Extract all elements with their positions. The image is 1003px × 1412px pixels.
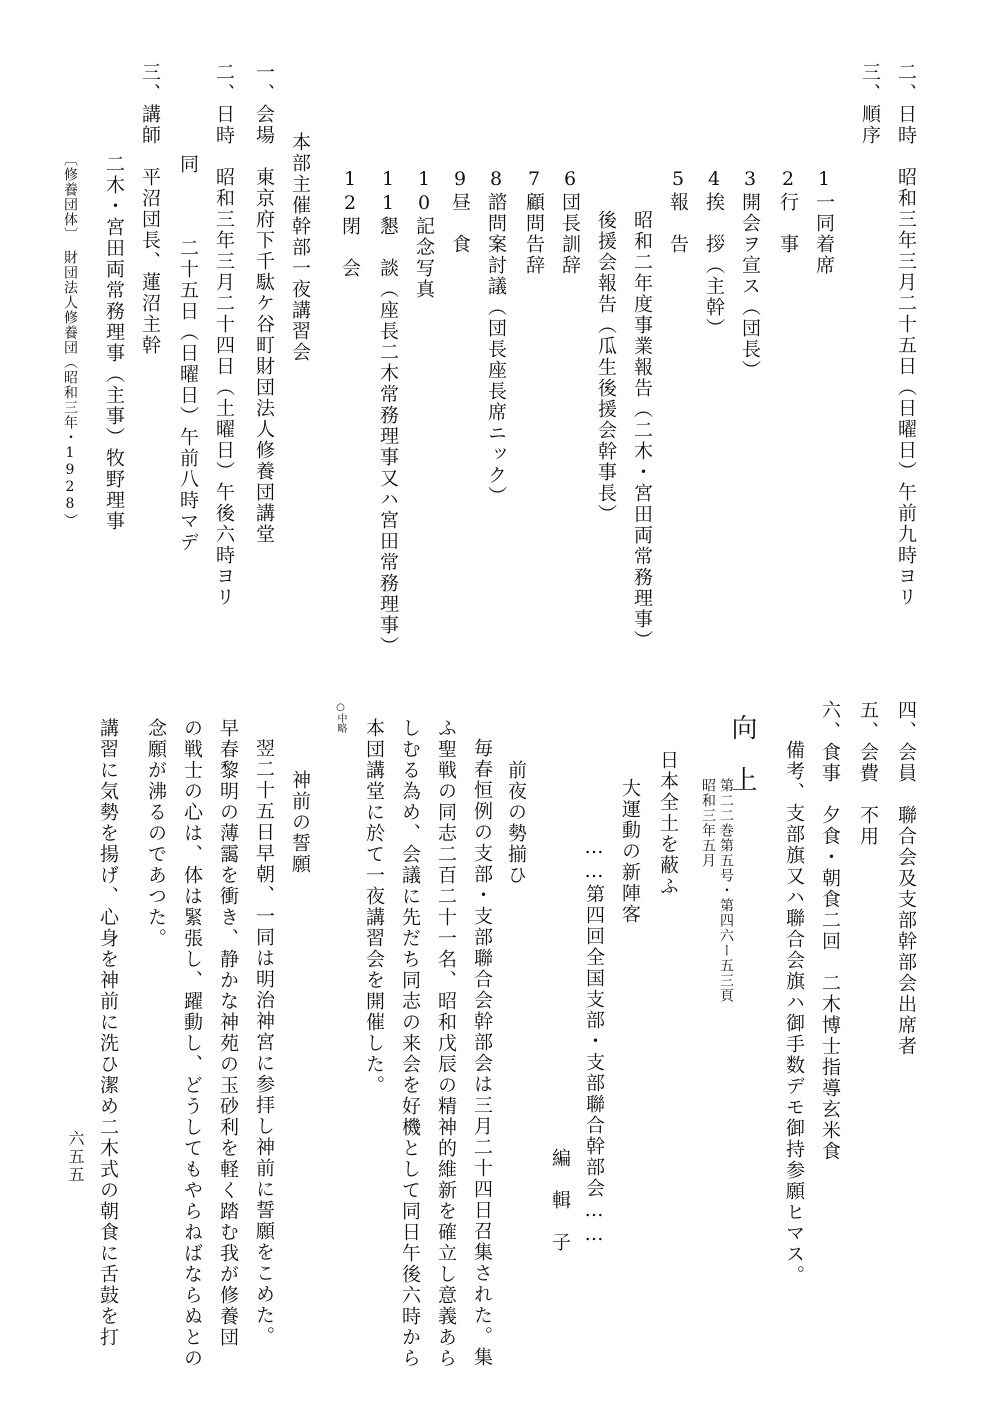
body-line-4: 本団講堂に於て一夜講習会を開催した。: [363, 718, 385, 1096]
program-item-10: 10記念写真: [413, 168, 435, 300]
datetime-line: 二、日時 昭和三年三月二十四日（土曜日）午後六時ヨリ: [213, 62, 235, 608]
page-number: 六五五: [66, 1130, 85, 1184]
members-line: 四、会員 聯合会及支部幹部会出席者: [895, 700, 917, 1057]
schedule-order-heading: 三、順序: [859, 62, 881, 146]
fee-line: 五、会費 不用: [857, 700, 879, 847]
source-citation: 〔修養団体〕 財団法人修養団（昭和三年・1928）: [62, 152, 78, 528]
program-item-2: 2行 事: [777, 168, 799, 255]
subheading-vow: 神前の誓願: [289, 770, 311, 875]
program-item-6: 6団長訓辞: [559, 168, 581, 276]
lecturer-line-2: 二木・宮田両常務理事（主事）牧野理事: [103, 154, 125, 532]
journal-title: 向上: [727, 714, 757, 818]
body-line-5: 翌二十五日早朝、一同は明治神宮に参拝し神前に誓願をこめた。: [253, 738, 275, 1347]
program-item-9: 9昼 食: [449, 168, 471, 255]
journal-issue: 第二二巻第五号・第四六ー五三頁: [718, 778, 734, 1003]
editor-byline: 編 輯 子: [549, 1148, 571, 1253]
section-title: 本部主催幹部一夜講習会: [289, 132, 311, 363]
body-line-8: 念願が沸るのであつた。: [145, 718, 167, 949]
program-item-5a: 昭和二年度事業報告（二木・宮田両常務理事）: [631, 210, 653, 651]
schedule-datetime: 二、日時 昭和三年三月二十五日（日曜日）午前九時ヨリ: [895, 62, 917, 608]
subheading-eve: 前夜の勢揃ひ: [505, 760, 527, 886]
meal-line: 六、食事 夕食・朝食二回 二木博士指導玄米食: [819, 700, 841, 1162]
body-line-7: の戦士の心は、体は緊張し、躍動し、どうしてもやらねばならぬとの: [181, 718, 203, 1369]
body-line-6: 早春黎明の薄靄を衝き、静かな神苑の玉砂利を軽く踏む我が修養団: [217, 718, 239, 1348]
lecturer-line: 三、講師 平沼団長、蓮沼主幹: [139, 62, 161, 356]
article-headline-1: 日本全土を蔽ふ: [657, 750, 679, 897]
program-item-7: 7顧問告辞: [523, 168, 545, 276]
program-item-4: 4挨 拶（主幹）: [703, 168, 725, 339]
note-line: 備考、支部旗又ハ聯合会旗ハ御手数デモ御持参願ヒマス。: [783, 740, 805, 1286]
body-line-2: ふ聖戦の同志二百二十一名、昭和戊辰の精神的維新を確立し意義あら: [435, 718, 457, 1369]
body-line-9: 講習に気勢を揚げ、心身を神前に洗ひ潔め二木式の朝食に舌鼓を打: [97, 718, 119, 1348]
program-item-12: 12閉 会: [339, 168, 361, 279]
program-item-11: 11懇 談（座長二木常務理事又ハ宮田常務理事）: [377, 168, 399, 657]
datetime-line-2: 同 二十五日（日曜日）午前八時マデ: [177, 154, 199, 553]
venue-line: 一、会場 東京府下千駄ケ谷町財団法人修養団講堂: [253, 62, 275, 545]
article-headline-3: ……第四回全国支部・支部聯合幹部会……: [583, 836, 605, 1247]
omission-mark: ○中略: [335, 702, 346, 733]
program-item-1: 1一同着席: [813, 168, 835, 276]
program-item-8: 8諮問案討議（団長座長席ニック）: [485, 168, 507, 507]
program-item-5: 5報 告: [667, 168, 689, 255]
program-item-5b: 後援会報告（瓜生後援会幹事長）: [595, 210, 617, 525]
body-line-1: 毎春恒例の支部・支部聯合会幹部会は三月二十四日召集された。集: [471, 738, 493, 1368]
body-line-3: しむる為め、会議に先だち同志の来会を好機として同日午後六時から: [399, 718, 421, 1369]
article-headline-2: 大運動の新陣客: [619, 778, 641, 925]
program-item-3: 3開会ヲ宣ス（団長）: [739, 168, 761, 381]
journal-date: 昭和三年五月: [700, 778, 716, 868]
